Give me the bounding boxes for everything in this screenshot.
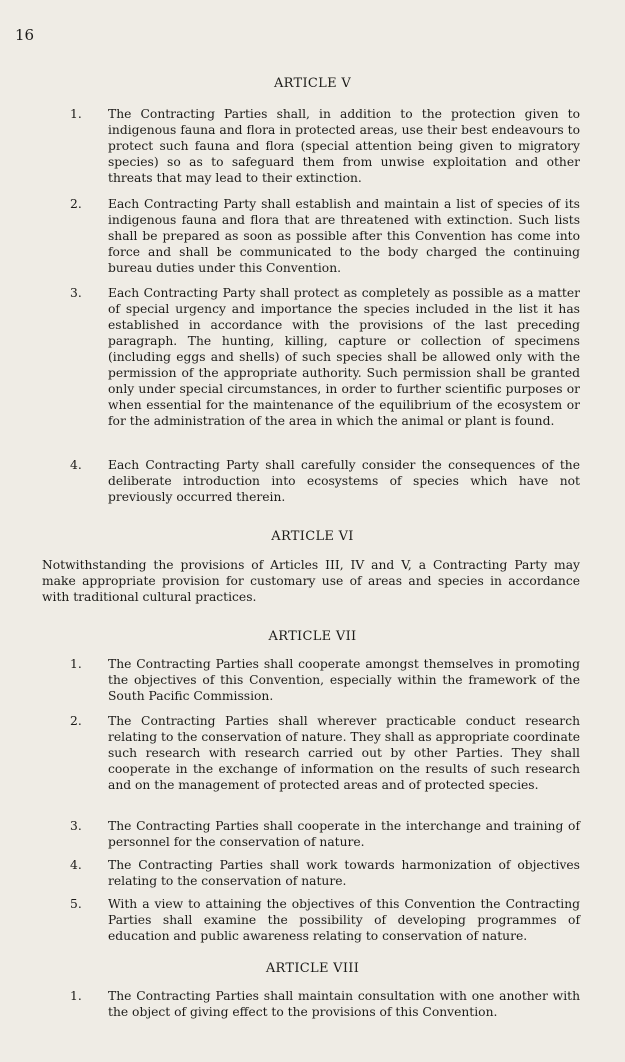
page-number: 16 <box>15 26 35 44</box>
article-viii-heading: ARTICLE VIII <box>265 961 360 976</box>
item-number: 4. <box>70 458 82 472</box>
article-vii-item-2 <box>70 713 580 793</box>
article-vii-item-1 <box>70 656 580 704</box>
item-number: 3. <box>70 286 82 300</box>
item-text: The Contracting Parties shall, in addition to the protection given to indigenous fauna and flora in protected areas, use their best endeavours to protect such fauna and flora (special attention being given to migratory species) so as to safeguard them from unwise exploitation and other threats that may lead to their extinction. <box>108 107 580 185</box>
item-number: 2. <box>70 197 82 211</box>
item-text: The Contracting Parties shall work towards harmonization of objectives relating to the conservation of nature. <box>108 858 580 888</box>
item-text: The Contracting Parties shall maintain consultation with one another with the object of giving effect to the provisions of this Convention. <box>108 989 580 1019</box>
item-number: 2. <box>70 714 82 728</box>
item-number: 3. <box>70 819 82 833</box>
item-number: 4. <box>70 858 82 872</box>
article-v-item-4 <box>70 457 580 505</box>
item-text: The Contracting Parties shall wherever practicable conduct research relating to the conservation of nature. They shall as appropriate coordinate such research with research carried out by other Parties. They shall cooperate in the exchange of information on the results of such research and on the management of protected areas and of protected species. <box>108 714 580 792</box>
article-vi-heading: ARTICLE VI <box>271 529 354 544</box>
article-vii-item-4 <box>70 857 580 889</box>
article-v-heading: ARTICLE V <box>273 76 352 91</box>
item-number: 1. <box>70 107 82 121</box>
item-number: 1. <box>70 657 82 671</box>
article-viii-item-1 <box>70 988 580 1020</box>
article-vi-paragraph: Notwithstanding the provisions of Articles III, IV and V, a Contracting Party may make appropriate provision for customary use of areas and species in accordance with traditional cultural practices. <box>42 558 580 604</box>
article-v-item-2 <box>70 196 580 276</box>
article-vii-item-5 <box>70 896 580 944</box>
item-number: 5. <box>70 897 82 911</box>
article-v-item-1 <box>70 106 580 186</box>
item-text: Each Contracting Party shall carefully consider the consequences of the deliberate introduction into ecosystems of species which have not previously occurred therein. <box>108 458 580 504</box>
article-vii-heading: ARTICLE VII <box>268 629 357 644</box>
article-v-item-3 <box>70 285 580 429</box>
item-text: Each Contracting Party shall establish and maintain a list of species of its indigenous fauna and flora that are threatened with extinction. Such lists shall be prepared as soon as possible after this Convention has come into force and shall be communicated to the body charged the continuing bureau duties under this Convention. <box>108 197 580 275</box>
item-text: Each Contracting Party shall protect as completely as possible as a matter of special urgency and importance the species included in the list it has established in accordance with the provisions of the last preceding paragraph. The hunting, killing, capture or collection of specimens (including eggs and shells) of such species shall be allowed only with the permission of the appropriate authority. Such permission shall be granted only under special circumstances, in order to further scientific purposes or when essential for the maintenance of the equilibrium of the ecosystem or for the administration of the area in which the animal or plant is found. <box>108 286 580 428</box>
item-text: The Contracting Parties shall cooperate in the interchange and training of personnel for the conservation of nature. <box>108 819 580 849</box>
article-vii-item-3 <box>70 818 580 850</box>
item-number: 1. <box>70 989 82 1003</box>
item-text: With a view to attaining the objectives of this Convention the Contracting Parties shall examine the possibility of developing programmes of education and public awareness relating to conservation of nature. <box>108 897 580 943</box>
item-text: The Contracting Parties shall cooperate amongst themselves in promoting the objectives of this Convention, especially within the framework of the South Pacific Commission. <box>108 657 580 703</box>
